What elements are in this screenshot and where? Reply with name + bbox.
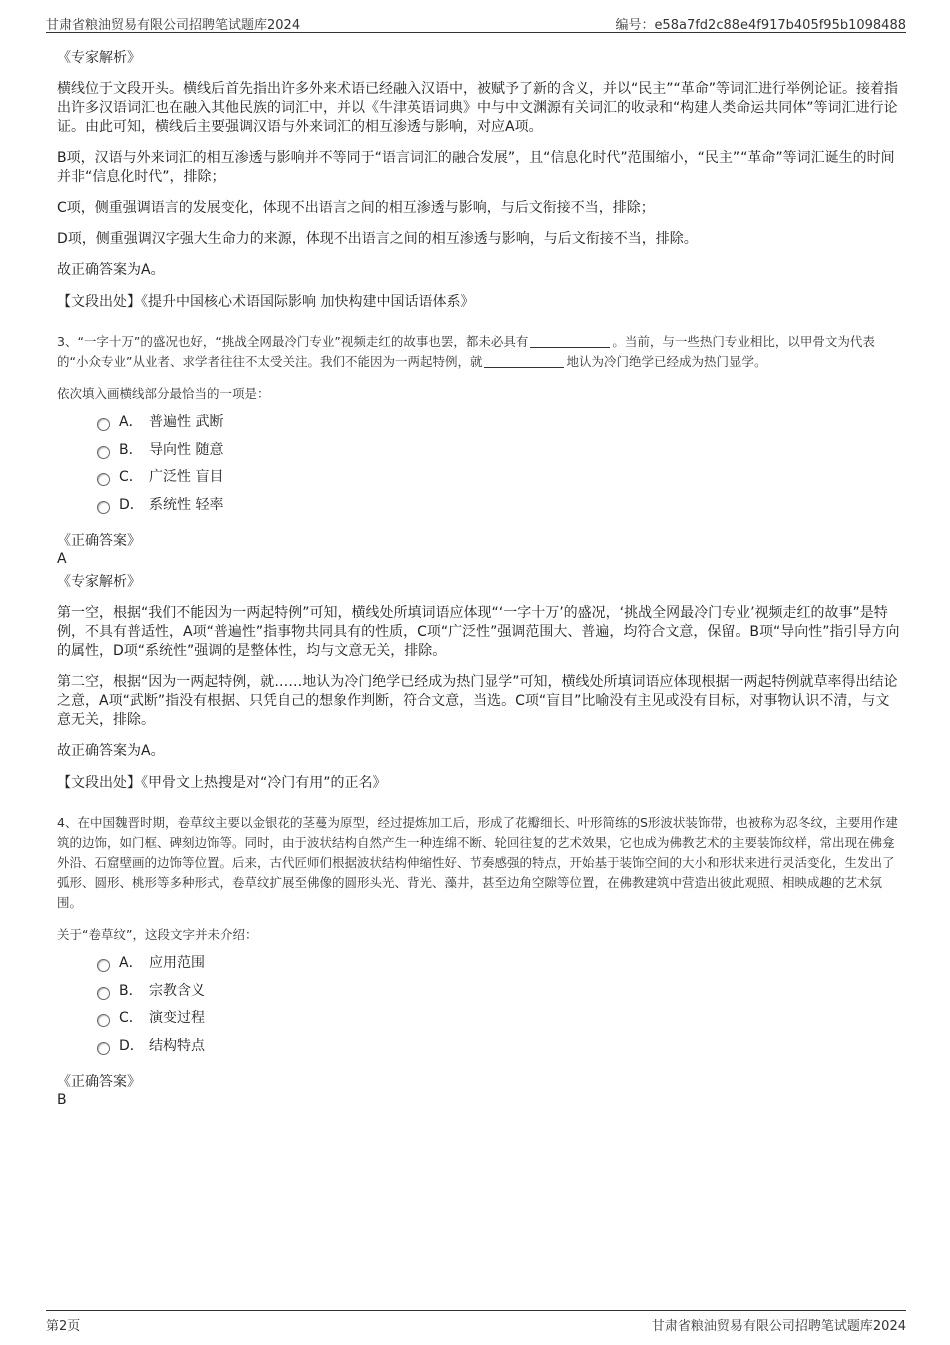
header-title: 甘肃省粮油贸易有限公司招聘笔试题库2024 bbox=[46, 18, 301, 33]
analysis-paragraph: D项，侧重强调汉字强大生命力的来源，体现不出语言之间的相互渗透与影响，与后文衔接不当，排除。 bbox=[57, 231, 698, 247]
analysis-paragraph: C项，侧重强调语言的发展变化，体现不出语言之间的相互渗透与影响，与后文衔接不当，排除； bbox=[57, 200, 655, 216]
radio-icon[interactable] bbox=[97, 959, 110, 972]
question-3-text: 3、“一字十万”的盛况也好，“挑战全网最冷门专业”视频走红的故事也罢，都未必具有 。当前，与一些热门专业相比，以甲骨文为代表的“小众专业”从业者、求学者往往不太受关注。我们不能因为一两起特例，就 地认为冷门绝学已经成为热门显学。 bbox=[57, 334, 875, 369]
option-b[interactable]: B． 导向性 随意 bbox=[97, 440, 900, 468]
question-4-text: 4、在中国魏晋时期，卷草纹主要以金银花的茎蔓为原型，经过提炼加工后，形成了花瓣细长、叶形简练的S形波状装饰带，也被称为忍冬纹，主要用作建筑的边饰，如门框、碑刻边饰等。同时，由于波状结构自然产生一种连绵不断、轮回往复的艺术效果，它也成为佛教艺术的主要装饰纹样，常出现在佛龛外沿、石窟壁画的边饰等位置。后来，古代匠师们根据波状结构伸缩性好、节奏感强的特点，开始基于装饰空间的大小和形状来进行灵活变化，生发出了弧形、圆形、桃形等多种形式，卷草纹扩展至佛像的圆形头光、背光、藻井，甚至边角空隙等位置，在佛教建筑中营造出彼此观照、相映成趣的艺术氛围。 bbox=[57, 815, 898, 910]
analysis-paragraph: 第二空，根据“因为一两起特例，就……地认为冷门绝学已经成为热门显学”可知，横线处所填词语应体现根据一两起特例就草率得出结论之意，A项“武断”指没有根据、只凭自己的想象作判断，符合文意，当选。C项“盲目”比喻没有主见或没有目标，对事物认识不清，与文意无关，排除。 bbox=[57, 674, 898, 728]
radio-icon[interactable] bbox=[97, 418, 110, 431]
analysis-conclusion: 故正确答案为A。 bbox=[57, 743, 165, 759]
option-c[interactable]: C． 广泛性 盲目 bbox=[97, 467, 900, 495]
option-a[interactable]: A． 应用范围 bbox=[97, 953, 900, 981]
radio-icon[interactable] bbox=[97, 501, 110, 514]
analysis-paragraph: 横线位于文段开头。横线后首先指出许多外来术语已经融入汉语中，被赋予了新的含义，并以“民主”“革命”等词汇进行举例论证。接着指出许多汉语词汇也在融入其他民族的词汇中，并以《牛津英语词典》中与中文渊源有关词汇的收录和“构建人类命运共同体”等词汇进行论证。由此可知，横线后主要强调汉语与外来词汇的相互渗透与影响，对应A项。 bbox=[57, 81, 899, 135]
page-content bbox=[57, 44, 900, 1109]
option-d[interactable]: D． 系统性 轻率 bbox=[97, 495, 900, 523]
option-d[interactable]: D． 结构特点 bbox=[97, 1036, 900, 1064]
analysis-label: 《专家解析》 bbox=[57, 574, 141, 590]
radio-icon[interactable] bbox=[97, 987, 110, 1000]
option-a[interactable]: A． 普遍性 武断 bbox=[97, 412, 900, 440]
answer-label: 《正确答案》 bbox=[57, 533, 141, 549]
fill-blank bbox=[530, 333, 610, 348]
source-citation: 【文段出处】《提升中国核心术语国际影响 加快构建中国话语体系》 bbox=[57, 294, 475, 310]
page-number: 第2页 bbox=[46, 1319, 81, 1334]
radio-icon[interactable] bbox=[97, 1042, 110, 1055]
option-b[interactable]: B． 宗教含义 bbox=[97, 981, 900, 1009]
answer-value: B bbox=[57, 1092, 67, 1108]
header-doc-id: 编号：e58a7fd2c88e4f917b405f95b1098488 bbox=[615, 18, 906, 33]
radio-icon[interactable] bbox=[97, 1014, 110, 1027]
analysis-label: 《专家解析》 bbox=[57, 50, 141, 66]
option-c[interactable]: C． 演变过程 bbox=[97, 1008, 900, 1036]
analysis-conclusion: 故正确答案为A。 bbox=[57, 262, 165, 278]
page-footer bbox=[46, 1310, 906, 1333]
analysis-paragraph: 第一空，根据“我们不能因为一两起特例”可知，横线处所填词语应体现“‘一字十万’的盛况，‘挑战全网最冷门专业’视频走红的故事”是特例，不具有普适性，A项“普遍性”指事物共同具有的性质，C项“广泛性”强调范围大、普遍，均符合文意，保留。B项“导向性”指引导方向的属性，D项“系统性”强调的是整体性，均与文意无关，排除。 bbox=[57, 605, 900, 659]
question-3-prompt: 依次填入画横线部分最恰当的一项是： bbox=[57, 386, 270, 401]
question-4-options bbox=[97, 953, 900, 1063]
source-citation: 【文段出处】《甲骨文上热搜是对“冷门有用”的正名》 bbox=[57, 775, 387, 791]
question-3-options bbox=[97, 412, 900, 522]
question-4-prompt: 关于“卷草纹”，这段文字并未介绍： bbox=[57, 927, 258, 942]
radio-icon[interactable] bbox=[97, 446, 110, 459]
analysis-paragraph: B项，汉语与外来词汇的相互渗透与影响并不等同于“语言词汇的融合发展”，且“信息化时代”范围缩小，“民主”“革命”等词汇诞生的时间并非“信息化时代”，排除； bbox=[57, 150, 895, 185]
footer-title: 甘肃省粮油贸易有限公司招聘笔试题库2024 bbox=[651, 1319, 906, 1334]
answer-label: 《正确答案》 bbox=[57, 1074, 141, 1090]
page-header bbox=[46, 10, 906, 33]
fill-blank bbox=[484, 353, 564, 368]
answer-value: A bbox=[57, 551, 67, 567]
radio-icon[interactable] bbox=[97, 473, 110, 486]
